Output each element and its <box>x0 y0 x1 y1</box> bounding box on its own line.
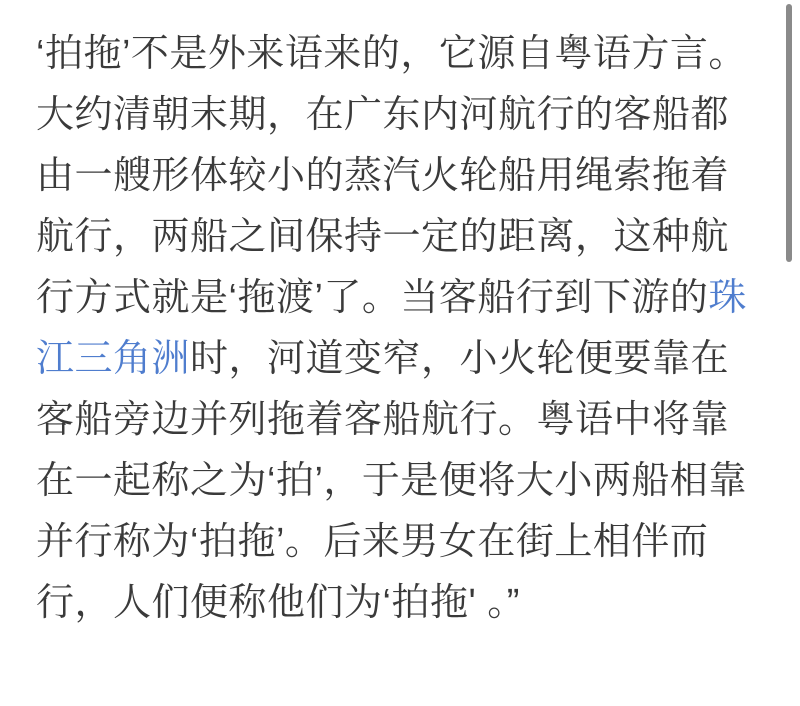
text-line <box>36 146 770 207</box>
text-line <box>36 207 770 268</box>
text-line <box>36 512 770 573</box>
text-segment: 由一艘形体较小的蒸汽火轮船用绳索拖着 <box>36 155 730 197</box>
text-segment: 行方式就是‘拖渡’了。当客船行到下游的 <box>36 277 709 319</box>
text-line <box>36 329 770 390</box>
text-segment: 客船旁边并列拖着客船航行。粤语中将靠 <box>36 399 730 441</box>
text-line <box>36 24 770 85</box>
text-segment: 行，人们便称他们为‘拍拖' 。” <box>36 582 520 624</box>
text-line <box>36 85 770 146</box>
text-segment: 在一起称之为‘拍’，于是便将大小两船相靠 <box>36 460 747 502</box>
text-line <box>36 573 770 634</box>
text-line <box>36 390 770 451</box>
zhujiang-delta-link[interactable]: 珠 <box>708 277 747 319</box>
zhujiang-delta-link[interactable]: 江三角洲 <box>36 338 191 380</box>
scrollbar-thumb[interactable] <box>786 4 792 262</box>
text-segment: 并行称为‘拍拖’。后来男女在街上相伴而 <box>36 521 709 563</box>
text-segment: 航行，两船之间保持一定的距离，这种航 <box>36 216 730 258</box>
text-segment: 大约清朝末期，在广东内河航行的客船都 <box>36 94 730 136</box>
text-segment: ‘拍拖’不是外来语来的，它源自粤语方言。 <box>36 33 747 75</box>
text-line <box>36 451 770 512</box>
text-line <box>36 268 770 329</box>
text-segment: 时，河道变窄，小火轮便要靠在 <box>190 338 730 380</box>
